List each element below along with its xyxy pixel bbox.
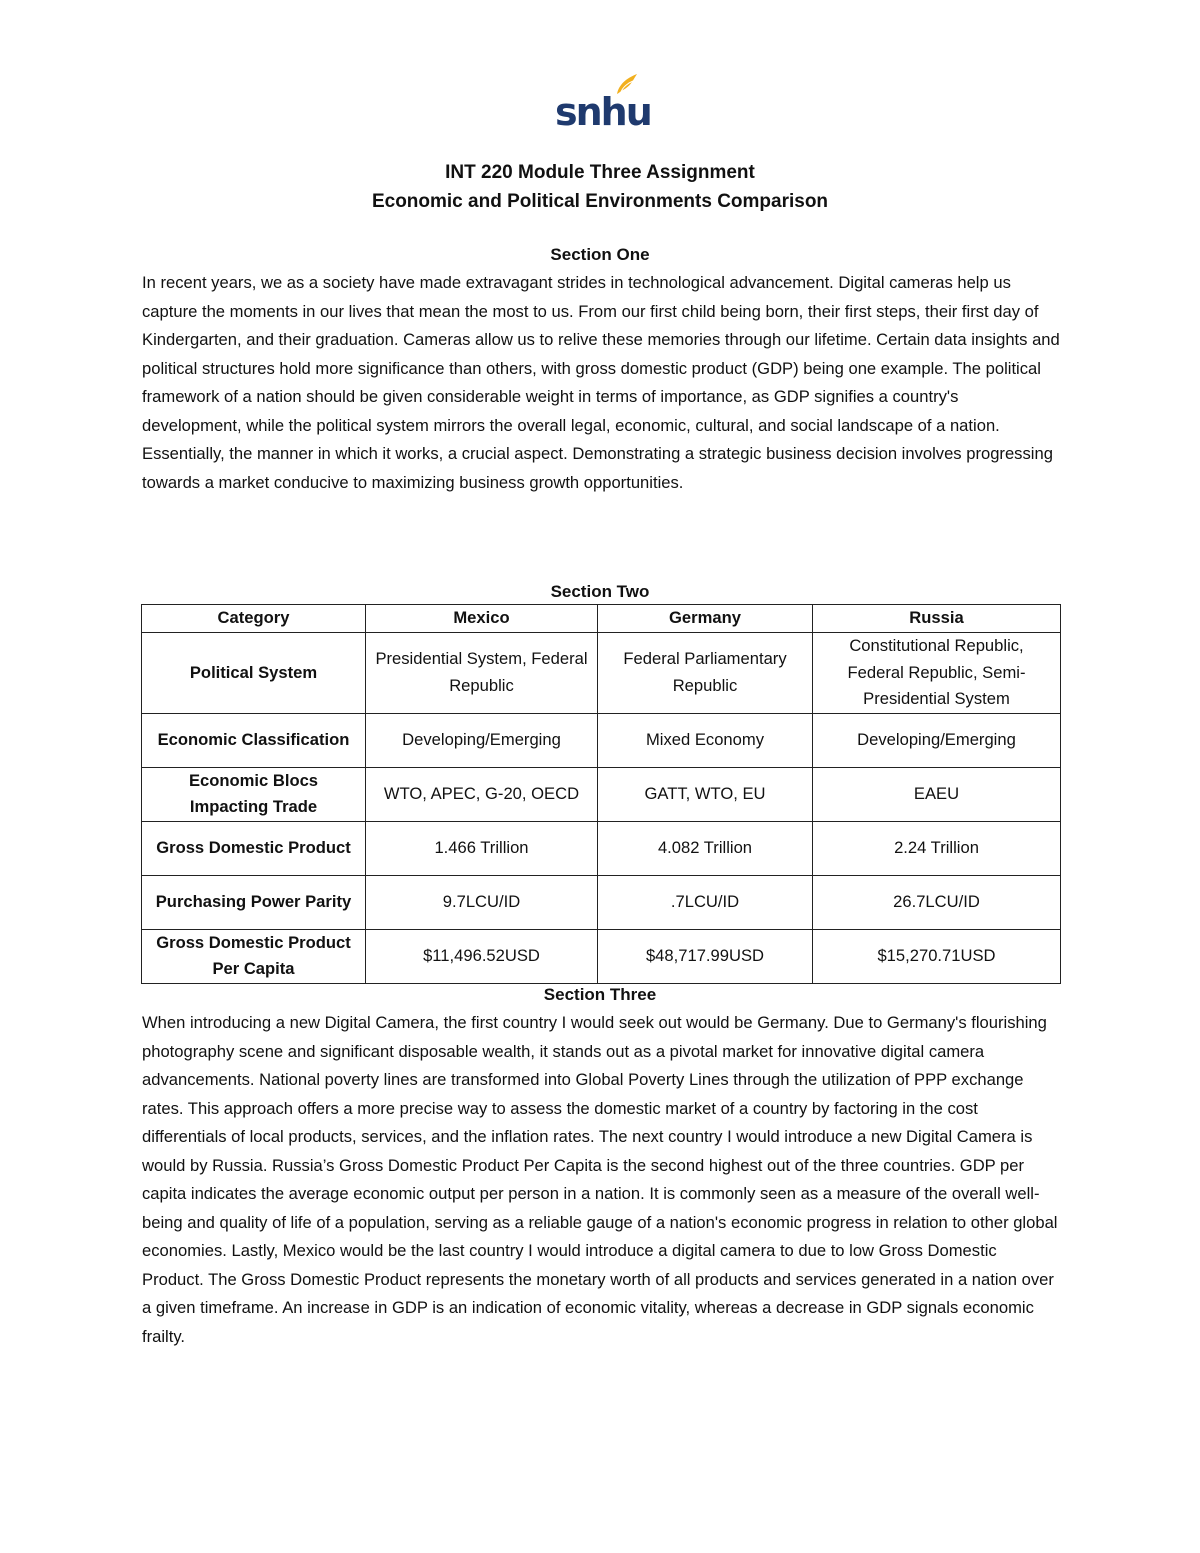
table-cell: Developing/Emerging	[813, 713, 1061, 767]
table-cell: Mixed Economy	[598, 713, 813, 767]
row-category-cell: Gross Domestic Product Per Capita	[142, 929, 366, 983]
row-category-cell: Purchasing Power Parity	[142, 875, 366, 929]
header-cell-russia: Russia	[813, 605, 1061, 633]
table-cell: .7LCU/ID	[598, 875, 813, 929]
row-category-cell: Economic Blocs Impacting Trade	[142, 767, 366, 821]
section-one-heading: Section One	[550, 245, 650, 264]
section-three-heading: Section Three	[543, 985, 657, 1004]
table-row	[142, 633, 1061, 714]
row-category-cell: Gross Domestic Product	[142, 821, 366, 875]
table-row	[142, 713, 1061, 767]
table-cell: $15,270.71USD	[813, 929, 1061, 983]
document-title	[140, 158, 1060, 216]
table-cell: Federal Parliamentary Republic	[598, 633, 813, 714]
section-three-paragraph: When introducing a new Digital Camera, the first country I would seek out would be Germany. Due to Germany's flourishing photography scene and significant disposable wealth, it stands out as a pivotal market for innovative digital camera advancements. National poverty lines are transformed into Global Poverty Lines through the utilization of PPP exchange rates. This approach offers a more precise way to assess the domestic market of a country by factoring in the cost differentials of local products, services, and the inflation rates. The next country I would introduce a new Digital Camera is would by Russia. Russia’s Gross Domestic Product Per Capita is the second highest out of the three countries. GDP per capita indicates the average economic output per person in a nation. It is commonly seen as a measure of the overall well-being and quality of life of a population, serving as a reliable gauge of a nation's economic progress in relation to other global economies. Lastly, Mexico would be the last country I would introduce a digital camera to due to low Gross Domestic Product. The Gross Domestic Product represents the monetary worth of all products and services generated in a nation over a given timeframe. An increase in GDP is an indication of economic vitality, whereas a decrease in GDP signals economic frailty.	[142, 1013, 1058, 1346]
comparison-table	[141, 604, 1061, 984]
table-cell: $11,496.52USD	[366, 929, 598, 983]
table-row	[142, 929, 1061, 983]
table-cell: Developing/Emerging	[366, 713, 598, 767]
table-header-row	[142, 605, 1061, 633]
row-category-cell: Economic Classification	[142, 713, 366, 767]
table-cell: Constitutional Republic, Federal Republic, Semi-Presidential System	[813, 633, 1061, 714]
row-category-cell: Political System	[142, 633, 366, 714]
header-cell-mexico: Mexico	[366, 605, 598, 633]
table-row	[142, 767, 1061, 821]
table-cell: EAEU	[813, 767, 1061, 821]
table-row	[142, 821, 1061, 875]
table-cell: 4.082 Trillion	[598, 821, 813, 875]
section-one-paragraph: In recent years, we as a society have made extravagant strides in technological advancement. Digital cameras help us capture the moments in our lives that mean the most to us. From our first child being born, their first steps, their first day of Kindergarten, and their graduation. Cameras allow us to relive these memories through our lifetime. Certain data insights and political structures hold more significance than others, with gross domestic product (GDP) being one example. The political framework of a nation should be given considerable weight in terms of importance, as GDP signifies a country's development, while the political system mirrors the overall legal, economic, cultural, and social landscape of a nation. Essentially, the manner in which it works, a crucial aspect. Demonstrating a strategic business decision involves progressing towards a market conducive to maximizing business growth opportunities.	[142, 273, 1060, 492]
table-cell: 1.466 Trillion	[366, 821, 598, 875]
logo-wordmark: snhu	[555, 90, 651, 134]
table-cell: WTO, APEC, G-20, OECD	[366, 767, 598, 821]
table-cell: Presidential System, Federal Republic	[366, 633, 598, 714]
table-cell: GATT, WTO, EU	[598, 767, 813, 821]
table-cell: 2.24 Trillion	[813, 821, 1061, 875]
header-cell-category: Category	[142, 605, 366, 633]
table-row	[142, 875, 1061, 929]
table-cell: 9.7LCU/ID	[366, 875, 598, 929]
title-line-2: Economic and Political Environments Comparison	[371, 191, 829, 212]
table-cell: 26.7LCU/ID	[813, 875, 1061, 929]
snhu-logo	[555, 72, 651, 134]
header-cell-germany: Germany	[598, 605, 813, 633]
title-line-1: INT 220 Module Three Assignment	[445, 162, 755, 183]
section-two-heading: Section Two	[550, 582, 650, 601]
table-cell: $48,717.99USD	[598, 929, 813, 983]
